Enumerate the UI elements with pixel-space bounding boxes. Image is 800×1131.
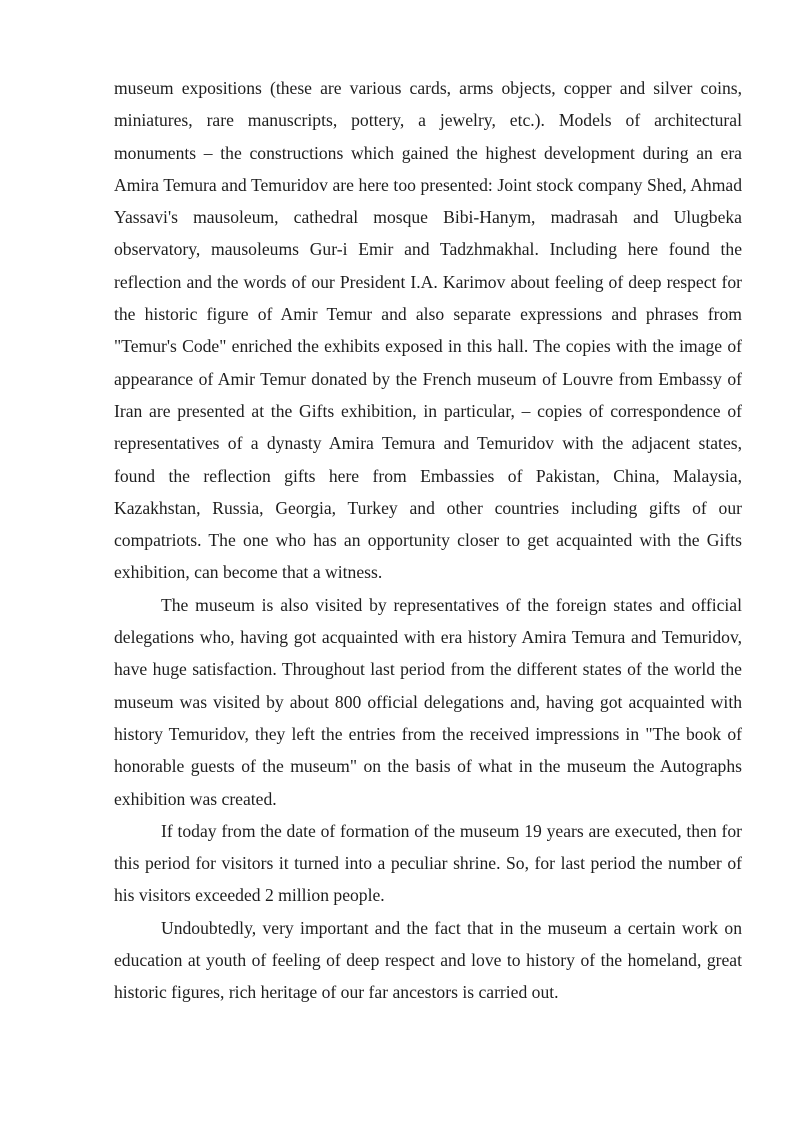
document-body: [114, 72, 742, 1009]
paragraph-education: Undoubtedly, very important and the fact that in the museum a certain work on education at youth of feeling of deep respect and love to history of the homeland, great historic figures, rich heritage of our far ancestors is carried out.: [114, 917, 742, 1003]
paragraph-visitors: If today from the date of formation of the museum 19 years are executed, then for this period for visitors it turned into a peculiar shrine. So, for last period the number of his visitors exceeded 2 million people.: [114, 820, 742, 906]
paragraph-delegations: The museum is also visited by representatives of the foreign states and official delegations who, having got acquainted with era history Amira Temura and Temuridov, have huge satisfaction. Throughout last period from the different states of the world the museum was visited by about 800 official delegations and, having got acquainted with history Temuridov, they left the entries from the received impressions in "The book of honorable guests of the museum" on the basis of what in the museum the Autographs exhibition was created.: [114, 594, 742, 809]
paragraph-continuation: museum expositions (these are various cards, arms objects, copper and silver coins, miniatures, rare manuscripts, pottery, a jewelry, etc.). Models of architectural monuments – the constructions which gained the highest development during an era Amira Temura and Temuridov are here too presented: Joint stock company Shed, Ahmad Yassavi's mausoleum, cathedral mosque Bibi-Hanym, madrasah and Ulugbeka observatory, mausoleums Gur-i Emir and Tadzhmakhal. Including here found the reflection and the words of our President I.A. Karimov about feeling of deep respect for the historic figure of Amir Temur and also separate expressions and phrases from "Temur's Code" enriched the exhibits exposed in this hall. The copies with the image of appearance of Amir Temur donated by the French museum of Louvre from Embassy of Iran are presented at the Gifts exhibition, in particular, – copies of correspondence of representatives of a dynasty Amira Temura and Temuridov with the adjacent states, found the reflection gifts here from Embassies of Pakistan, China, Malaysia, Kazakhstan, Russia, Georgia, Turkey and other countries including gifts of our compatriots. The one who has an opportunity closer to get acquainted with the Gifts exhibition, can become that a witness.: [114, 78, 742, 583]
